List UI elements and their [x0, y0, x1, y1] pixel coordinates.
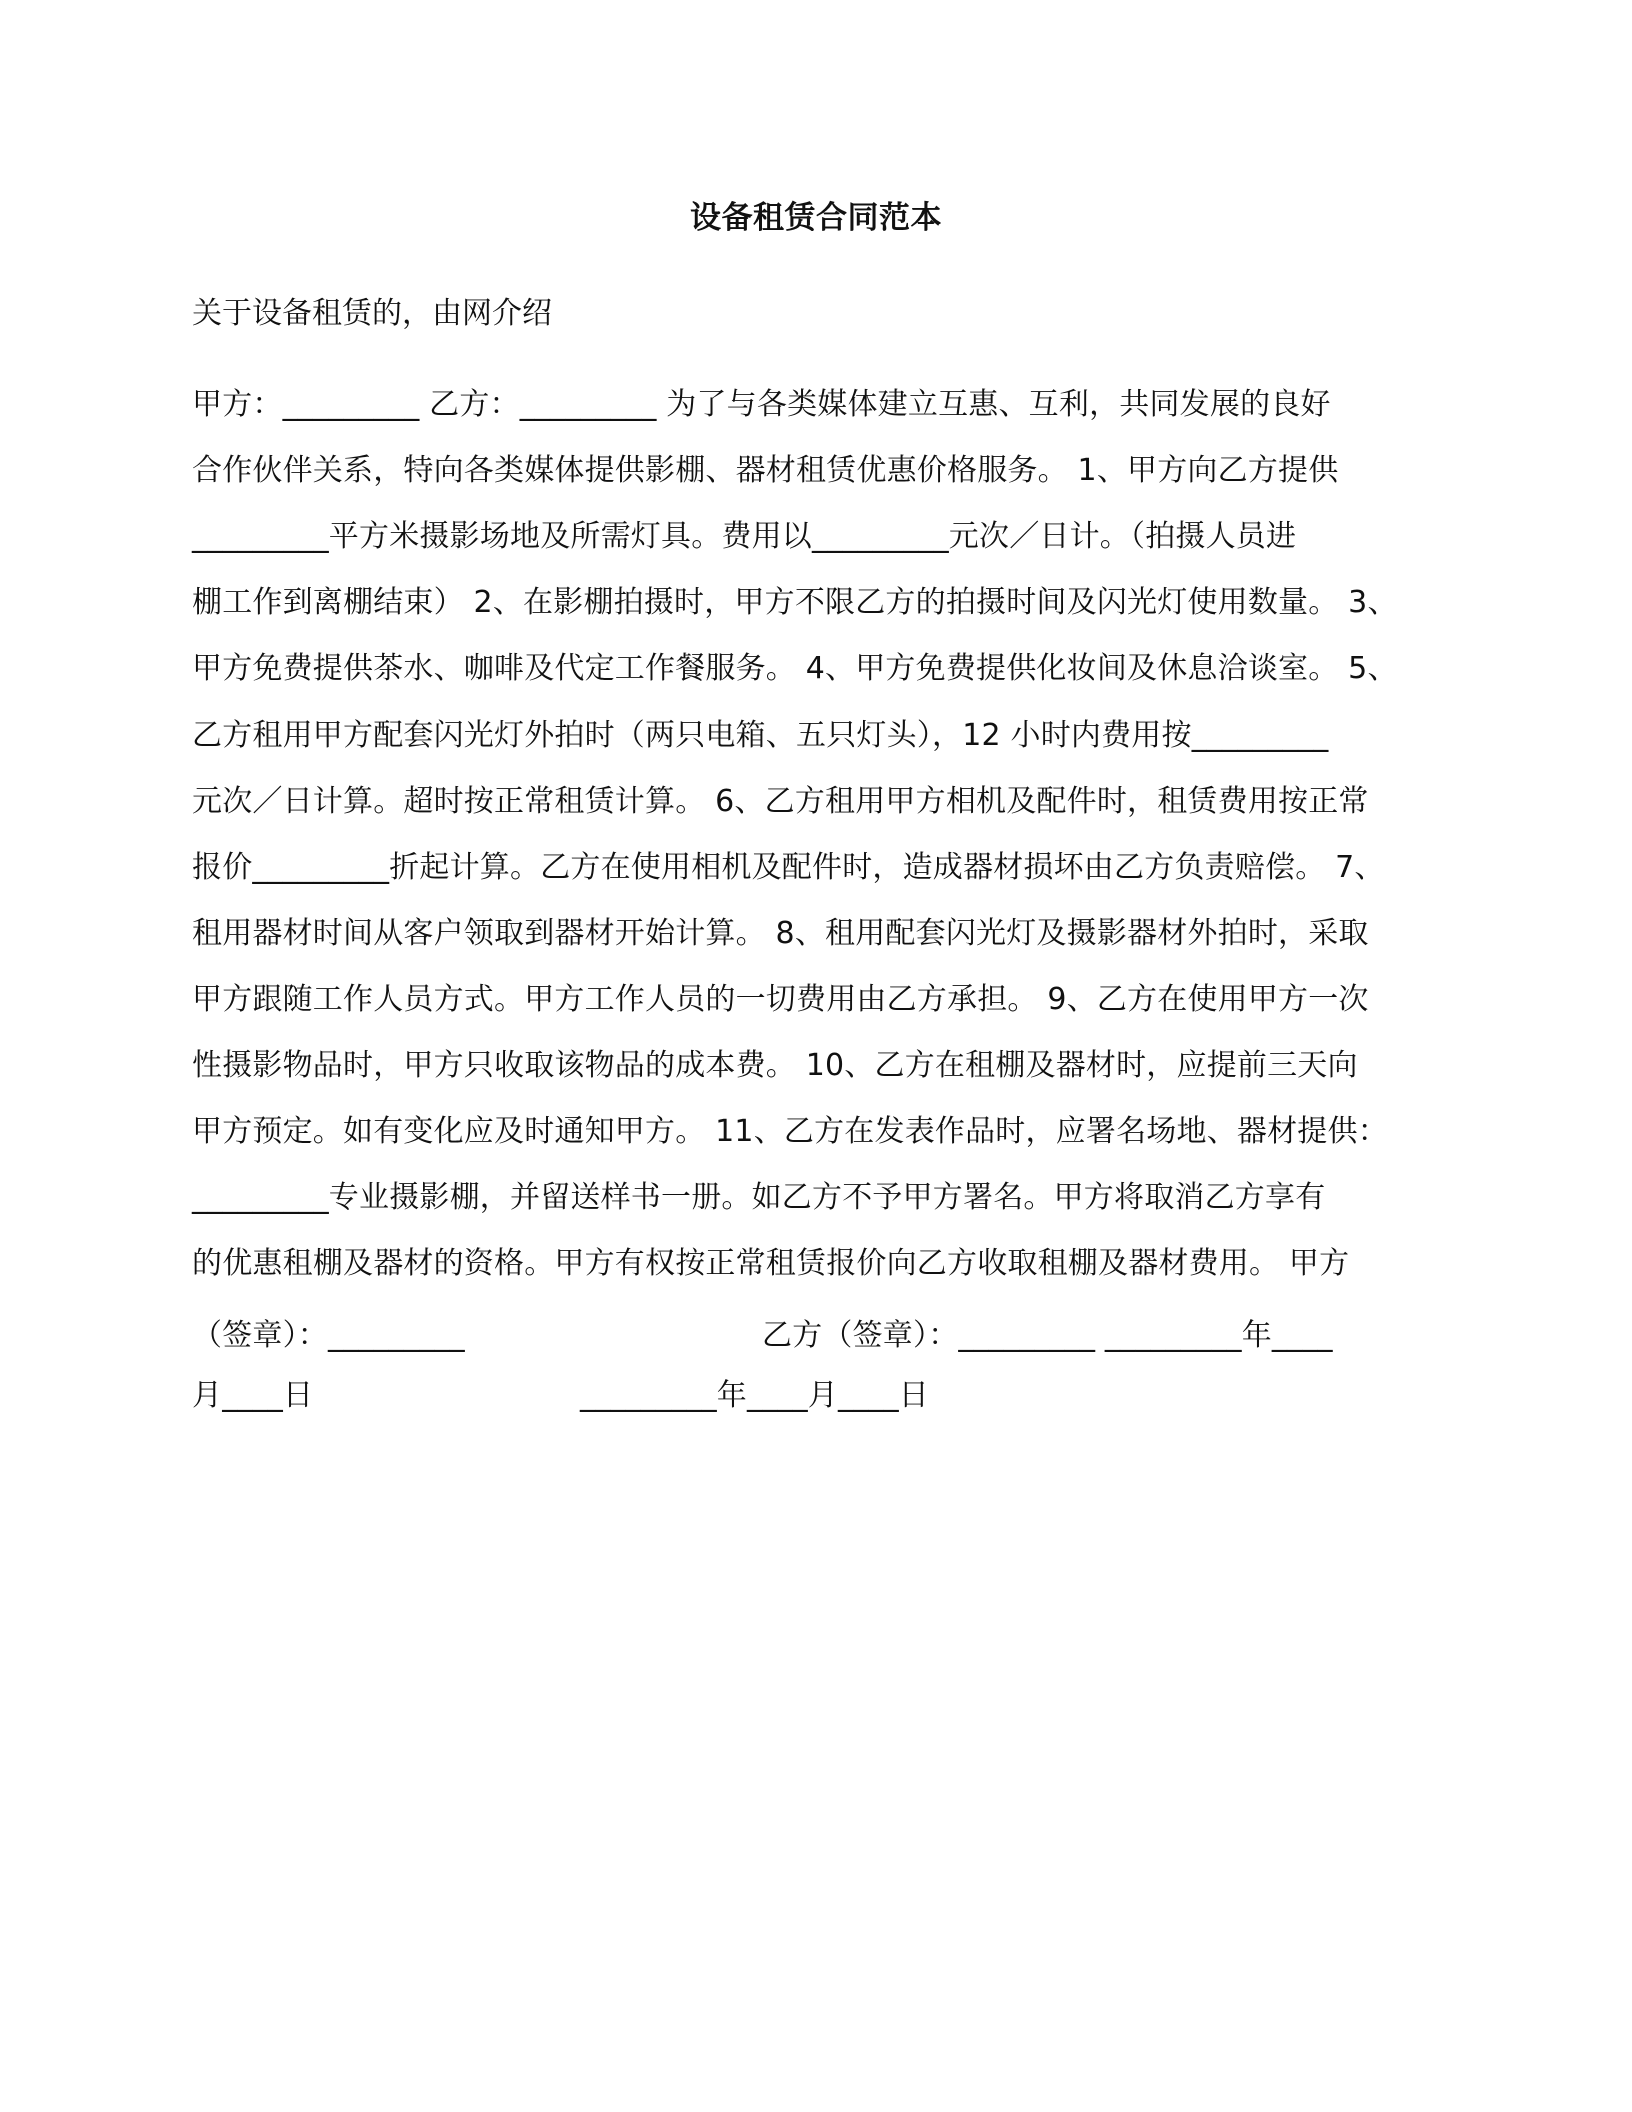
body-line: _________专业摄影棚，并留送样书一册。如乙方不予甲方署名。甲方将取消乙方享有	[192, 1180, 1326, 1215]
party-a-date: 月____日	[192, 1378, 314, 1413]
party-b-date: _________年____月____日	[580, 1378, 929, 1413]
body-line: 乙方租用甲方配套闪光灯外拍时（两只电箱、五只灯头），12 小时内费用按_________	[192, 718, 1329, 753]
party-b-signature: 乙方（签章）：_________ _________年____	[762, 1318, 1333, 1353]
body-line: 报价_________折起计算。乙方在使用相机及配件时，造成器材损坏由乙方负责赔偿。 7、	[192, 850, 1385, 885]
body-line: 租用器材时间从客户领取到器材开始计算。 8、租用配套闪光灯及摄影器材外拍时，采取	[192, 916, 1369, 951]
intro-text: 关于设备租赁的，由网介绍	[192, 296, 552, 331]
body-line: 棚工作到离棚结束） 2、在影棚拍摄时，甲方不限乙方的拍摄时间及闪光灯使用数量。 3、	[192, 585, 1398, 620]
body-line: 甲方预定。如有变化应及时通知甲方。 11、乙方在发表作品时，应署名场地、器材提供：	[192, 1114, 1388, 1149]
body-line: 甲方：_________ 乙方：_________ 为了与各类媒体建立互惠、互利，共同发展的良好	[192, 387, 1331, 422]
body-line: 甲方免费提供茶水、咖啡及代定工作餐服务。 4、甲方免费提供化妆间及休息洽谈室。 5、	[192, 651, 1398, 686]
body-line: 的优惠租棚及器材的资格。甲方有权按正常租赁报价向乙方收取租棚及器材费用。 甲方	[192, 1246, 1350, 1281]
body-line: 甲方跟随工作人员方式。甲方工作人员的一切费用由乙方承担。 9、乙方在使用甲方一次	[192, 982, 1369, 1017]
body-line: 元次／日计算。超时按正常租赁计算。 6、乙方租用甲方相机及配件时，租赁费用按正常	[192, 784, 1369, 819]
document-title: 设备租赁合同范本	[690, 200, 942, 236]
body-line: 合作伙伴关系，特向各类媒体提供影棚、器材租赁优惠价格服务。 1、甲方向乙方提供	[192, 453, 1339, 488]
party-a-signature: （签章）：_________	[192, 1318, 465, 1353]
body-line: _________平方米摄影场地及所需灯具。费用以_________元次／日计。（拍摄人员进	[192, 519, 1297, 554]
body-line: 性摄影物品时，甲方只收取该物品的成本费。 10、乙方在租棚及器材时，应提前三天向	[192, 1048, 1358, 1083]
